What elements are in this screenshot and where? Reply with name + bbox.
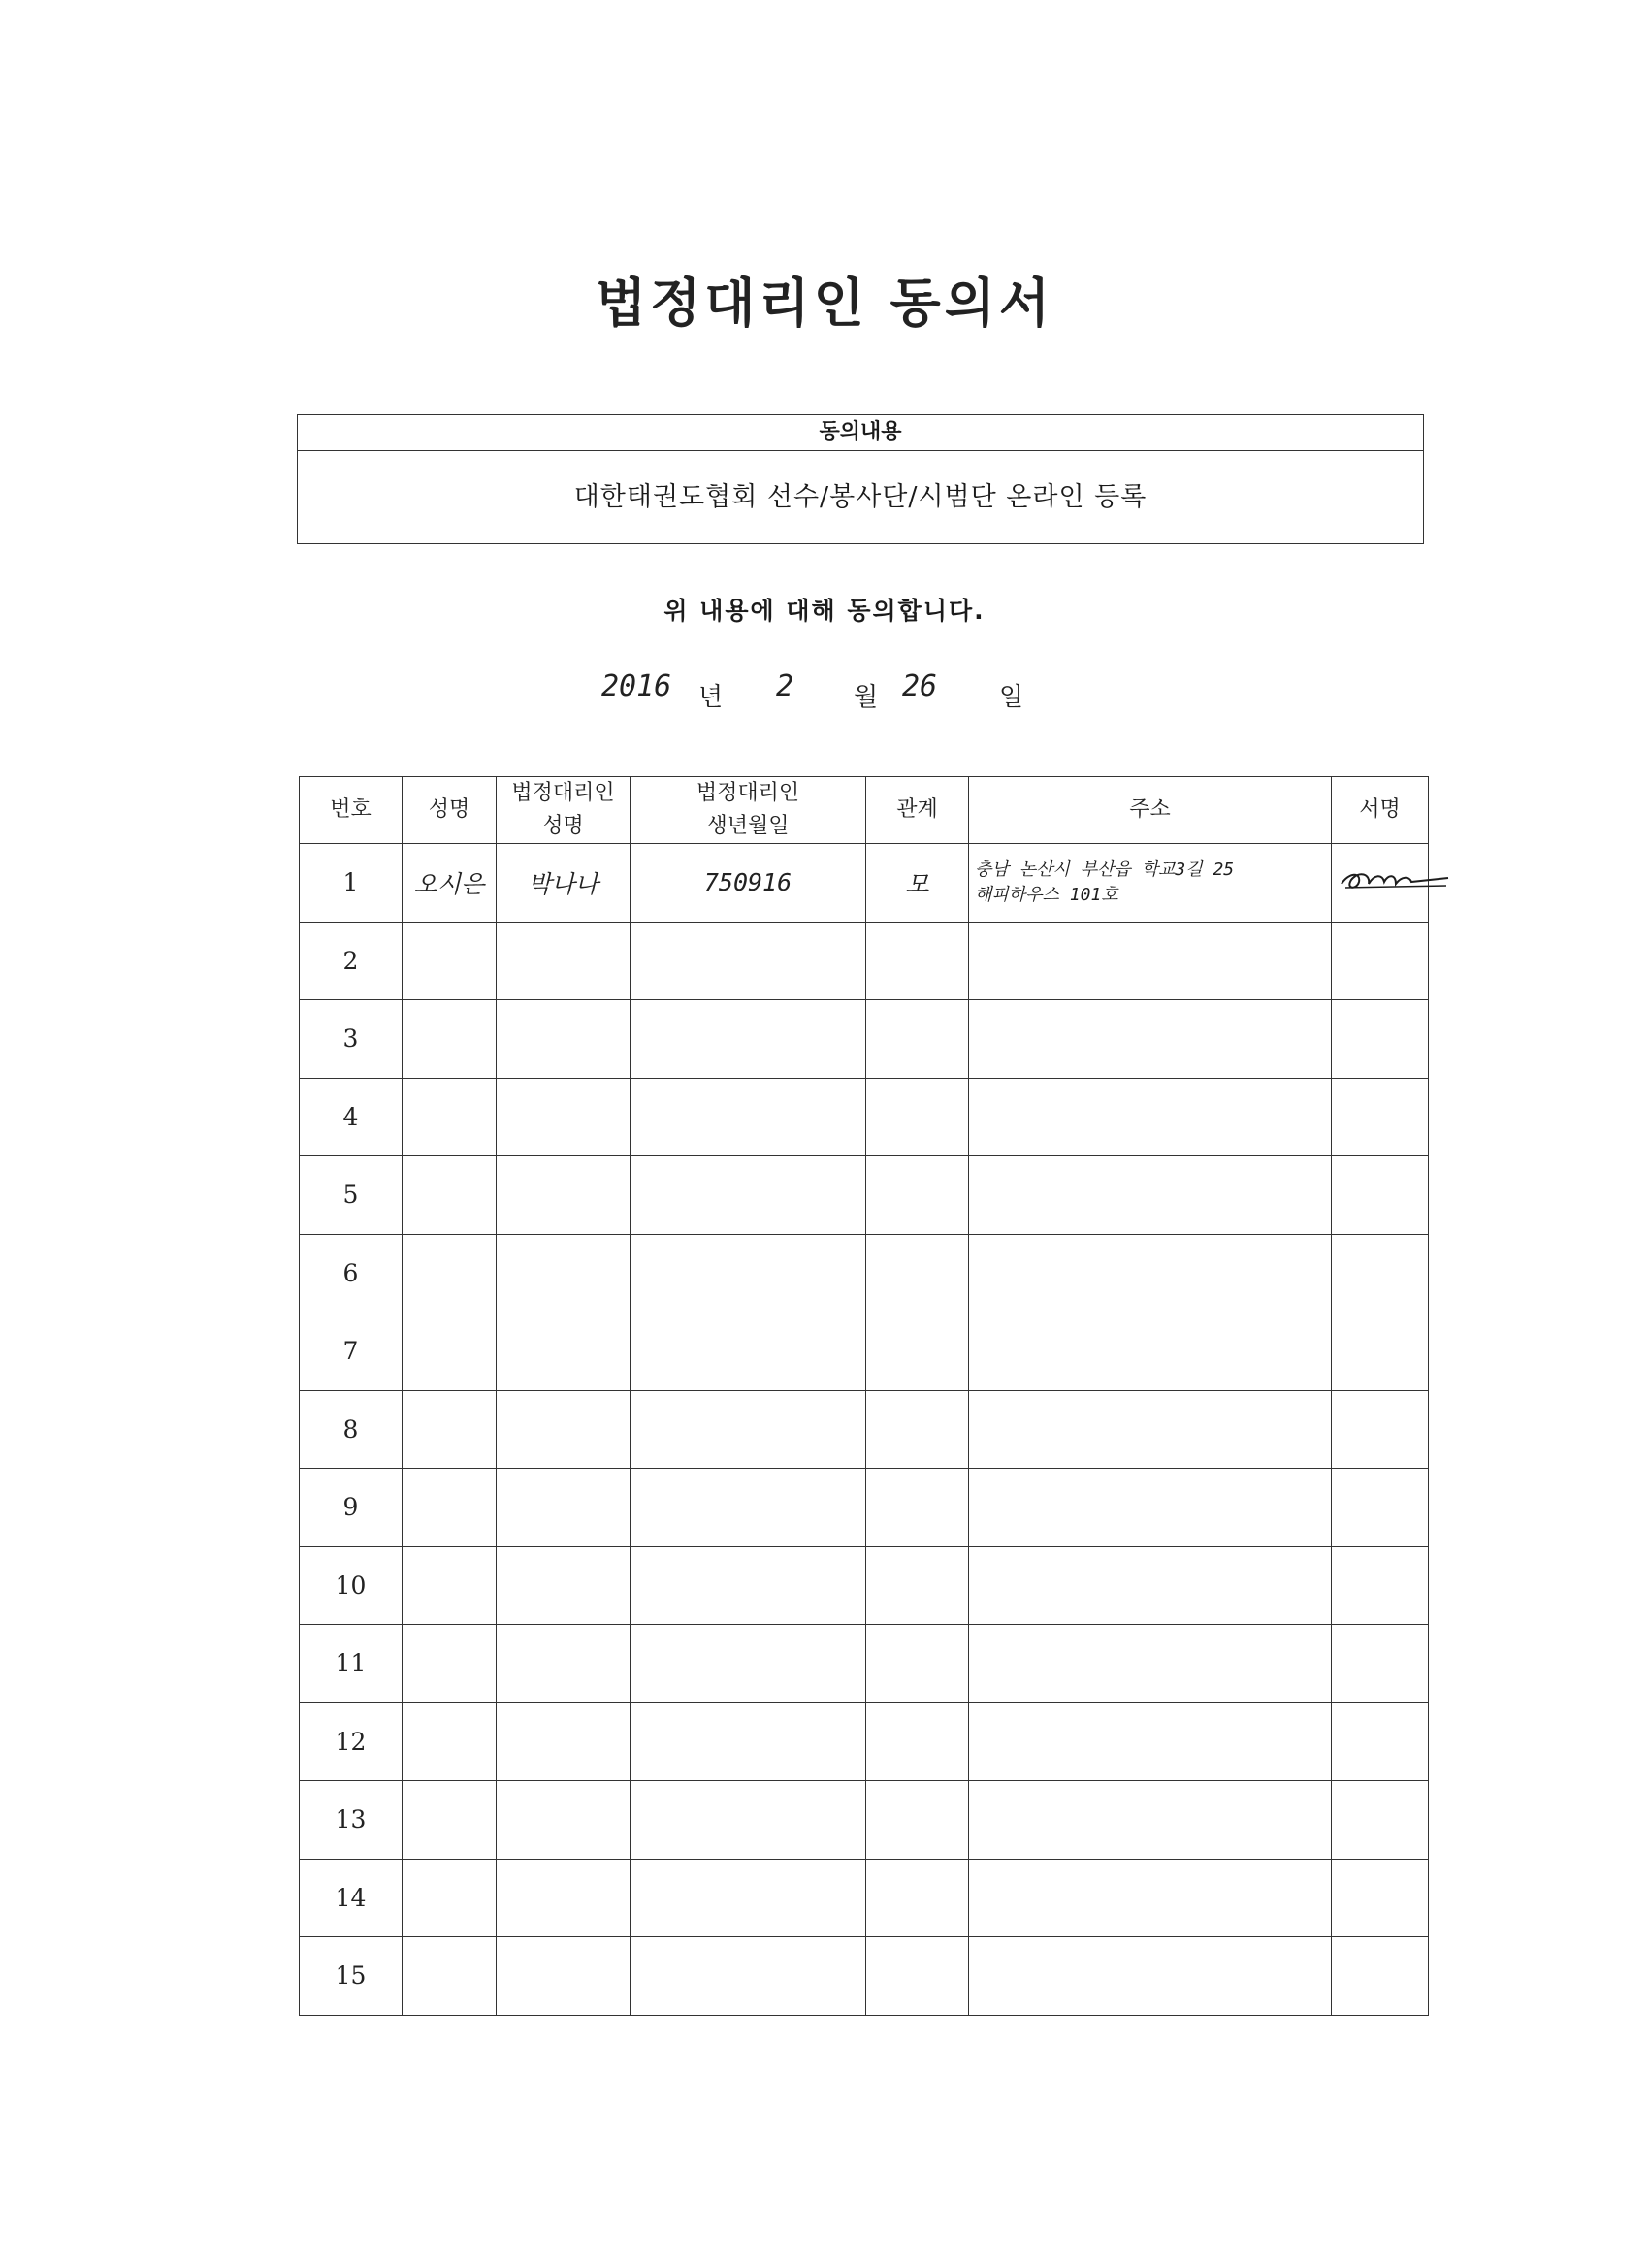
address-line2: 해피하우스 101호 <box>975 884 1118 905</box>
table-row <box>300 1469 1429 1547</box>
table-row <box>300 1702 1429 1781</box>
cell-no: 14 <box>300 1859 403 1937</box>
table-row <box>300 1781 1429 1860</box>
table-row <box>300 1156 1429 1235</box>
cell-guardian-birth: 750916 <box>630 844 866 923</box>
date-year-unit: 년 <box>698 683 724 712</box>
page-title: 법정대리인 동의서 <box>595 273 1054 334</box>
date-month: 2 <box>776 669 794 703</box>
date-month-unit: 월 <box>854 683 879 712</box>
cell-no: 5 <box>300 1156 403 1235</box>
cell-address <box>969 844 1332 923</box>
date-day: 26 <box>902 669 938 703</box>
cell-no: 3 <box>300 1000 403 1079</box>
table-row <box>300 1000 1429 1079</box>
table-row <box>300 1390 1429 1469</box>
cell-no: 9 <box>300 1469 403 1547</box>
consent-box <box>297 414 1424 544</box>
signature-image <box>1332 860 1458 899</box>
cell-name: 오시은 <box>403 844 497 923</box>
roster-table <box>299 776 1429 2016</box>
header-guardian-name <box>497 777 630 844</box>
consent-content: 대한태권도협회 선수/봉사단/시범단 온라인 등록 <box>573 482 1148 512</box>
table-row <box>300 1937 1429 2016</box>
table-row <box>300 1078 1429 1156</box>
agree-statement: 위 내용에 대해 동의합니다. <box>663 597 986 625</box>
cell-no: 11 <box>300 1625 403 1703</box>
table-row <box>300 844 1429 923</box>
cell-relation: 모 <box>866 844 969 923</box>
header-guardian-birth <box>630 777 866 844</box>
date-day-unit: 일 <box>999 683 1024 712</box>
table-row <box>300 1625 1429 1703</box>
cell-signature <box>1332 844 1429 923</box>
table-row <box>300 922 1429 1000</box>
cell-no: 13 <box>300 1781 403 1860</box>
header-relation: 관계 <box>866 777 969 844</box>
table-row <box>300 1546 1429 1625</box>
table-header-row <box>300 777 1429 844</box>
cell-no: 8 <box>300 1390 403 1469</box>
header-name: 성명 <box>403 777 497 844</box>
table-row <box>300 1312 1429 1391</box>
date-year: 2016 <box>601 669 672 703</box>
header-guardian-name-line2: 성명 <box>542 814 584 838</box>
table-row <box>300 1234 1429 1312</box>
header-guardian-name-line1: 법정대리인 <box>511 781 615 805</box>
address-line1: 충남 논산시 부산읍 학교3길 25 <box>975 859 1235 880</box>
header-no: 번호 <box>300 777 403 844</box>
header-address: 주소 <box>969 777 1332 844</box>
cell-no: 15 <box>300 1937 403 2016</box>
cell-no: 7 <box>300 1312 403 1391</box>
table-row <box>300 1859 1429 1937</box>
cell-no: 2 <box>300 922 403 1000</box>
date-line <box>601 669 1048 728</box>
cell-no: 6 <box>300 1234 403 1312</box>
header-signature: 서명 <box>1332 777 1429 844</box>
cell-no: 12 <box>300 1702 403 1781</box>
cell-no: 1 <box>300 844 403 923</box>
cell-no: 4 <box>300 1078 403 1156</box>
header-guardian-birth-line1: 법정대리인 <box>695 781 800 805</box>
cell-guardian-name: 박나나 <box>497 844 630 923</box>
consent-heading: 동의내용 <box>298 415 1423 451</box>
header-guardian-birth-line2: 생년월일 <box>706 814 790 838</box>
cell-no: 10 <box>300 1546 403 1625</box>
